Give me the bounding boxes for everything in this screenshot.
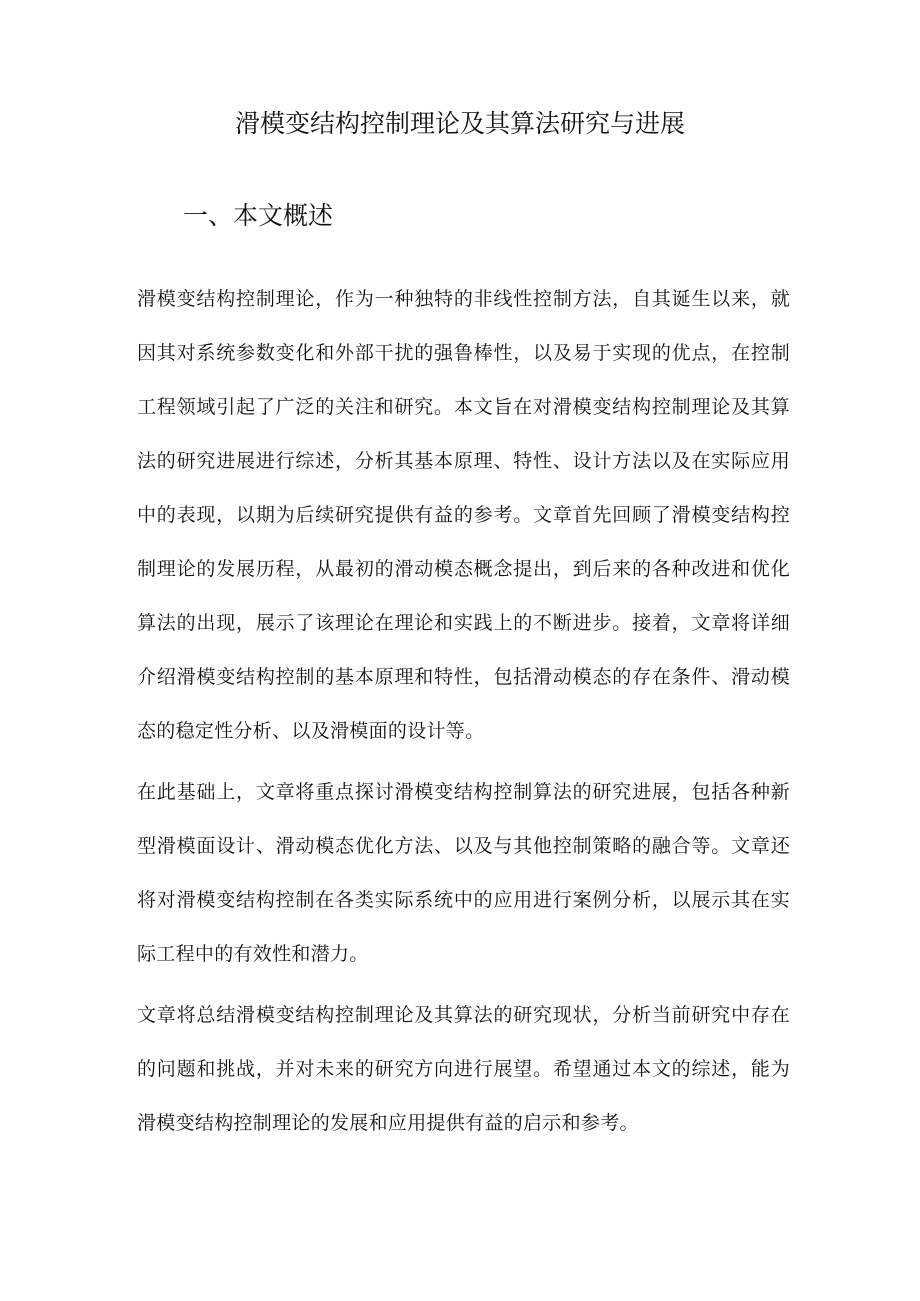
document-body	[137, 272, 790, 1157]
text-line: 介绍滑模变结构控制的基本原理和特性，包括滑动模态的存在条件、滑动模	[137, 666, 790, 688]
text-line: 将对滑模变结构控制在各类实际系统中的应用进行案例分析，以展示其在实	[137, 889, 790, 911]
text-line: 工程领域引起了广泛的关注和研究。本文旨在对滑模变结构控制理论及其算	[137, 396, 790, 418]
paragraph-1	[137, 272, 790, 758]
text-line: 因其对系统参数变化和外部干扰的强鲁棒性，以及易于实现的优点，在控制	[137, 342, 790, 364]
text-line: 滑模变结构控制理论的发展和应用提供有益的启示和参考。	[137, 1112, 639, 1134]
text-line: 型滑模面设计、滑动模态优化方法、以及与其他控制策略的融合等。文章还	[137, 835, 790, 857]
section-heading: 一、本文概述	[183, 201, 334, 230]
text-line: 制理论的发展历程，从最初的滑动模态概念提出，到后来的各种改进和优化	[137, 558, 790, 580]
text-line: 的问题和挑战，并对未来的研究方向进行展望。希望通过本文的综述，能为	[137, 1058, 790, 1080]
paragraph-2	[137, 765, 790, 981]
text-line: 在此基础上，文章将重点探讨滑模变结构控制算法的研究进展，包括各种新	[137, 781, 790, 803]
text-line: 际工程中的有效性和潜力。	[137, 943, 369, 965]
text-line: 文章将总结滑模变结构控制理论及其算法的研究现状，分析当前研究中存在	[137, 1004, 790, 1026]
text-line: 算法的出现，展示了该理论在理论和实践上的不断进步。接着，文章将详细	[137, 612, 790, 634]
text-line: 中的表现，以期为后续研究提供有益的参考。文章首先回顾了滑模变结构控	[137, 504, 790, 526]
text-line: 法的研究进展进行综述，分析其基本原理、特性、设计方法以及在实际应用	[137, 450, 790, 472]
text-line: 滑模变结构控制理论，作为一种独特的非线性控制方法，自其诞生以来，就	[137, 288, 790, 310]
text-line: 态的稳定性分析、以及滑模面的设计等。	[137, 720, 485, 742]
paragraph-3	[137, 988, 790, 1150]
document-title: 滑模变结构控制理论及其算法研究与进展	[234, 109, 685, 138]
